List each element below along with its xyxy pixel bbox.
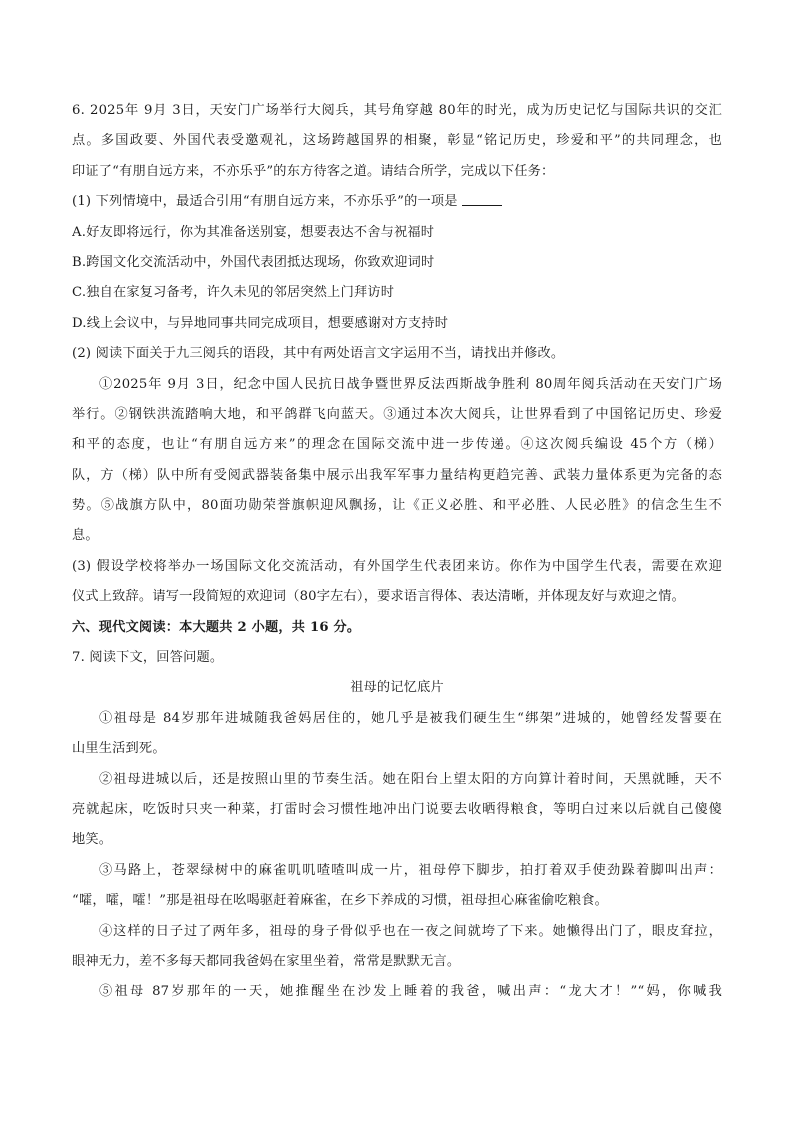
- q6-sub1-question: [72, 187, 722, 217]
- q6-stem-line: 6. 2025年 9月 3日，天安门广场举行大阅兵，其号角穿越 80年的时光，成为历史记忆与国际共识的交汇: [72, 103, 722, 118]
- paragraph-line: 亮就起床，吃饭时只夹一种菜，打雷时会习惯性地冲出门说要去收晒得粮食，等明白过来以后就自己傻傻: [72, 801, 722, 817]
- q6-stem-line: 点。多国政要、外国代表受邀观礼，这场跨越国界的相聚，彰显“铭记历史，珍爱和平”的共同理念，也: [72, 133, 722, 149]
- article-paragraph: [72, 856, 722, 917]
- exam-page: [72, 96, 722, 1008]
- article-paragraph: [72, 765, 722, 856]
- q6-stem-line: 印证了“有朋自远方来，不亦乐乎”的东方待客之道。请结合所学，完成以下任务：: [72, 163, 555, 179]
- q6-sub2-passage-line: 队，方（梯）队中所有受阅武器装备集中展示出我军军事力量结构更趋完善、武装力量体系更为完备的态: [72, 467, 722, 483]
- q6-sub1-question-text: (1) 下列情境中，最适合引用“有朋自远方来，不亦乐乎”的一项是: [72, 194, 458, 210]
- q6-sub3-line: 仪式上致辞。请写一段简短的欢迎词（80字左右），要求语言得体、表达清晰，并体现友好与欢迎之情。: [72, 589, 686, 605]
- paragraph-line: ①祖母是 84岁那年进城随我爸妈居住的，她几乎是被我们硬生生“绑架”进城的，她曾经发誓要在: [99, 710, 722, 726]
- paragraph-line: 眼神无力，差不多每天都同我爸妈在家里坐着，常常是默默无言。: [72, 953, 461, 969]
- article-title: 祖母的记忆底片: [350, 680, 444, 696]
- paragraph-line: ②祖母进城以后，还是按照山里的节奏生活。她在阳台上望太阳的方向算计着时间，天黑就睡，天不: [99, 771, 722, 787]
- q7-stem: 7. 阅读下文，回答问题。: [72, 650, 224, 666]
- q6-sub2-passage-line: 息。: [72, 528, 99, 544]
- article-paragraph: [72, 977, 722, 1007]
- paragraph-line: ③马路上，苍翠绿树中的麻雀叽叽喳喳叫成一片，祖母停下脚步，拍打着双手使劲跺着脚叫出声：: [99, 862, 722, 878]
- q6-sub2-passage-line: 和平的态度，也让“有朋自远方来”的理念在国际交流中进一步传递。④这次阅兵编设 45个方（梯）: [72, 437, 722, 453]
- paragraph-line: ⑤祖母 87岁那年的一天，她推醒坐在沙发上睡着的我爸，喊出声：“龙大才！”“妈，你喊我: [99, 984, 722, 1000]
- question-6: [72, 96, 722, 613]
- article-paragraph: [72, 704, 722, 765]
- paragraph-line: ④这样的日子过了两年多，祖母的身子骨似乎也在一夜之间就垮了下来。她懒得出门了，眼皮耷拉，: [99, 923, 722, 939]
- q6-sub2-question: (2) 阅读下面关于九三阅兵的语段，其中有两处语言文字运用不当，请找出并修改。: [72, 346, 565, 362]
- article-paragraph: [72, 917, 722, 978]
- paragraph-line: 地笑。: [72, 832, 113, 848]
- q6-sub3-line: (3) 假设学校将举办一场国际文化交流活动，有外国学生代表团来访。你作为中国学生代表，需要在欢迎: [72, 558, 722, 574]
- q6-sub2-passage-line: 举行。②钢铁洪流踏响大地，和平鸽群飞向蓝天。③通过本次大阅兵，让世界看到了中国铭记历史、珍爱: [72, 406, 722, 422]
- paragraph-line: 山里生活到死。: [72, 741, 166, 757]
- option-d: D.线上会议中，与异地同事共同完成项目，想要感谢对方支持时: [72, 315, 449, 331]
- paragraph-line: “嚯，嚯，嚯！”那是祖母在吆喝驱赶着麻雀，在乡下养成的习惯，祖母担心麻雀偷吃粮食。: [72, 893, 608, 909]
- option-a: A.好友即将远行，你为其准备送别宴，想要表达不舍与祝福时: [72, 224, 435, 240]
- q6-sub2-passage-line: 势。⑤战旗方队中，80面功勋荣誉旗帜迎风飘扬，让《正义必胜、和平必胜、人民必胜》的信念生生不: [72, 498, 722, 514]
- q6-sub2-passage-line: ①2025年 9月 3日，纪念中国人民抗日战争暨世界反法西斯战争胜利 80周年阅兵活动在天安门广场: [99, 376, 722, 392]
- question-7: [72, 643, 722, 1008]
- answer-blank[interactable]: [462, 191, 502, 206]
- option-c: C.独自在家复习备考，许久未见的邻居突然上门拜访时: [72, 285, 395, 301]
- section-heading: 六、现代文阅读：本大题共 2 小题，共 16 分。: [72, 619, 361, 635]
- option-b: B.跨国文化交流活动中，外国代表团抵达现场，你致欢迎词时: [72, 254, 435, 270]
